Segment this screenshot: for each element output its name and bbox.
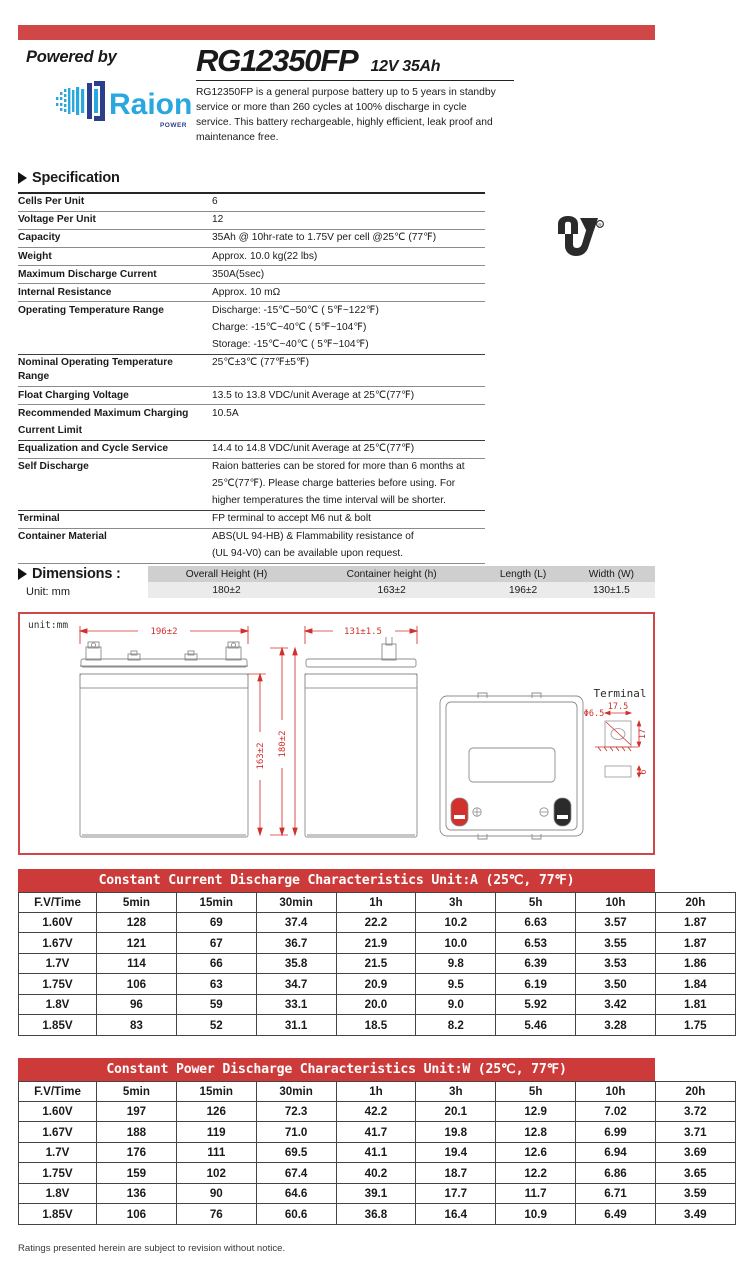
table-cell: 1.67V	[19, 933, 97, 953]
table-cell: 1.86	[655, 953, 735, 973]
spec-row	[18, 266, 485, 284]
table-cell: 72.3	[256, 1101, 336, 1121]
column-header: 15min	[176, 1081, 256, 1101]
spec-value: 12	[206, 212, 485, 230]
powered-by-label: Powered by	[26, 48, 117, 66]
table-cell: 12.9	[496, 1101, 576, 1121]
table-cell: 10.9	[496, 1204, 576, 1224]
specification-table-wrapper	[18, 192, 485, 564]
table-cell: 6.39	[496, 953, 576, 973]
table-cell: 1.75V	[19, 1163, 97, 1183]
battery-drawing-svg	[20, 614, 652, 852]
column-header: F.V/Time	[19, 1081, 97, 1101]
column-header: 1h	[336, 892, 416, 912]
table-row	[19, 953, 736, 973]
table-row	[19, 1183, 736, 1203]
logo-subtext: POWER	[159, 122, 187, 129]
spec-value: (UL 94-V0) can be available upon request.	[206, 546, 485, 564]
table-cell: 1.7V	[19, 953, 97, 973]
spec-row	[18, 422, 485, 440]
spec-value: higher temperatures the time interval will be shorter.	[212, 495, 446, 507]
spec-value: 14.4 to 14.8 VDC/unit Average at 25℃(77℉)	[206, 440, 485, 458]
terminal-height-text: 17	[638, 728, 648, 740]
product-identity	[196, 45, 526, 145]
table-cell: 1.75V	[19, 974, 97, 994]
table-cell: 6.19	[496, 974, 576, 994]
spec-value: 35Ah @ 10hr-rate to 1.75V per cell @25℃ (77℉)	[206, 230, 485, 248]
table-cell: 1.87	[655, 933, 735, 953]
table-cell: 9.5	[416, 974, 496, 994]
spec-key: Terminal	[18, 510, 206, 528]
specification-table	[18, 192, 485, 564]
column-header: 15min	[176, 892, 256, 912]
table-cell: 41.7	[336, 1122, 416, 1142]
table-cell: 1.85V	[19, 1204, 97, 1224]
table-cell: 3.71	[655, 1122, 735, 1142]
table-cell: 63	[176, 974, 256, 994]
spec-row	[18, 387, 485, 405]
spec-key	[18, 476, 206, 493]
table-cell: 1.67V	[19, 1122, 97, 1142]
table-cell: 42.2	[336, 1101, 416, 1121]
table-cell: 106	[97, 1204, 177, 1224]
specification-heading-label: Specification	[32, 170, 120, 186]
table-cell: 1.8V	[19, 994, 97, 1014]
spec-key: Weight	[18, 248, 206, 266]
table-cell: 1.87	[655, 912, 735, 932]
table-row	[19, 994, 736, 1014]
table-cell: 3.57	[576, 912, 656, 932]
spec-key: Operating Temperature Range	[18, 302, 206, 320]
footer-note: Ratings presented herein are subject to revision without notice.	[18, 1243, 286, 1254]
spec-key	[18, 337, 206, 355]
table-cell: 1.85V	[19, 1015, 97, 1035]
spec-row	[18, 284, 485, 302]
spec-row	[18, 405, 485, 423]
spec-value: 10.5A	[206, 405, 485, 423]
spec-key	[18, 493, 206, 511]
spec-key: Maximum Discharge Current	[18, 266, 206, 284]
table-cell: 69.5	[256, 1142, 336, 1162]
dimensions-unit-label: Unit: mm	[26, 586, 70, 598]
column-header: 3h	[416, 1081, 496, 1101]
column-header: 5h	[496, 1081, 576, 1101]
table-cell: 3.42	[576, 994, 656, 1014]
table-cell: 66	[176, 953, 256, 973]
terminal-detail	[584, 687, 649, 777]
table-cell: 176	[97, 1142, 177, 1162]
table-row	[19, 974, 736, 994]
table-cell: 12.8	[496, 1122, 576, 1142]
dimensions-table	[148, 566, 655, 598]
constant-current-section	[18, 869, 707, 1036]
table-row	[19, 1142, 736, 1162]
table-cell: 83	[97, 1015, 177, 1035]
spec-value: Charge: -15℃~40℃ ( 5℉~104℉)	[212, 321, 367, 333]
spec-key: Current Limit	[18, 424, 82, 436]
table-cell: 71.0	[256, 1122, 336, 1142]
spec-value: ABS(UL 94-HB) & Flammability resistance of	[206, 528, 485, 546]
dimensions-header	[148, 566, 655, 582]
table-cell: 128	[97, 912, 177, 932]
table-cell: 197	[97, 1101, 177, 1121]
table-cell: 18.5	[336, 1015, 416, 1035]
spec-value: 25℃(77℉). Please charge batteries before using. For	[212, 477, 456, 489]
spec-value: FP terminal to accept M6 nut & bolt	[206, 510, 485, 528]
dim-container-height-text: 163±2	[256, 742, 266, 770]
technical-drawing-frame	[18, 612, 655, 855]
terminal-detail-label: Terminal	[593, 687, 647, 700]
dim-overall-height-text: 180±2	[278, 730, 288, 758]
table-header-row	[19, 1081, 736, 1101]
column-header: 30min	[256, 1081, 336, 1101]
dimensions-value	[148, 582, 655, 598]
table-cell: 3.55	[576, 933, 656, 953]
table-cell: 1.84	[655, 974, 735, 994]
spec-row	[18, 337, 485, 355]
table-cell: 35.8	[256, 953, 336, 973]
table-cell: 121	[97, 933, 177, 953]
spec-row	[18, 354, 485, 387]
spec-row	[18, 528, 485, 546]
table-cell: 1.60V	[19, 1101, 97, 1121]
spec-key: Capacity	[18, 230, 206, 248]
table-cell: 31.1	[256, 1015, 336, 1035]
table-cell: 21.5	[336, 953, 416, 973]
dim-length-text: 196±2	[150, 627, 178, 637]
dimensions-value-cell: 180±2	[148, 582, 305, 598]
dimensions-header-cell: Overall Height (H)	[148, 566, 305, 582]
table-cell: 102	[176, 1163, 256, 1183]
model-rating: 12V 35Ah	[370, 58, 441, 75]
dimensions-header-cell: Length (L)	[478, 566, 567, 582]
constant-current-title: Constant Current Discharge Characteristics Unit:A (25℃, 77℉)	[18, 869, 655, 892]
spec-key: Voltage Per Unit	[18, 212, 206, 230]
spec-key: Internal Resistance	[18, 284, 206, 302]
table-cell: 3.59	[655, 1183, 735, 1203]
table-cell: 126	[176, 1101, 256, 1121]
spec-key: Nominal Operating Temperature Range	[18, 354, 206, 387]
table-cell: 6.86	[576, 1163, 656, 1183]
table-row	[19, 933, 736, 953]
table-cell: 96	[97, 994, 177, 1014]
column-header: 5h	[496, 892, 576, 912]
dimensions-header-cell: Container height (h)	[305, 566, 478, 582]
model-number: RG12350FP	[196, 43, 358, 78]
column-header: F.V/Time	[19, 892, 97, 912]
table-cell: 114	[97, 953, 177, 973]
table-cell: 10.2	[416, 912, 496, 932]
table-row	[19, 1204, 736, 1224]
table-row	[19, 1015, 736, 1035]
column-header: 1h	[336, 1081, 416, 1101]
table-cell: 41.1	[336, 1142, 416, 1162]
spec-value: Approx. 10 mΩ	[206, 284, 485, 302]
constant-power-section	[18, 1058, 707, 1225]
spec-key: Recommended Maximum Charging	[18, 405, 206, 423]
table-cell: 3.28	[576, 1015, 656, 1035]
table-cell: 8.2	[416, 1015, 496, 1035]
table-cell: 21.9	[336, 933, 416, 953]
spec-key	[18, 546, 206, 564]
table-cell: 64.6	[256, 1183, 336, 1203]
column-header: 10h	[576, 892, 656, 912]
table-cell: 3.65	[655, 1163, 735, 1183]
dimensions-heading-label: Dimensions :	[32, 566, 121, 582]
table-cell: 159	[97, 1163, 177, 1183]
constant-power-title: Constant Power Discharge Characteristics Unit:W (25℃, 77℉)	[18, 1058, 655, 1081]
dimensions-value-cell: 163±2	[305, 582, 478, 598]
spec-value: Raion batteries can be stored for more than 6 months at	[206, 458, 485, 476]
spec-key: Self Discharge	[18, 458, 206, 476]
table-cell: 111	[176, 1142, 256, 1162]
table-cell: 67	[176, 933, 256, 953]
spec-key: Equalization and Cycle Service	[18, 440, 206, 458]
table-cell: 52	[176, 1015, 256, 1035]
table-cell: 37.4	[256, 912, 336, 932]
dimensions-heading	[18, 566, 121, 582]
table-cell: 19.8	[416, 1122, 496, 1142]
svg-text:R: R	[598, 222, 602, 228]
table-cell: 16.4	[416, 1204, 496, 1224]
spec-row	[18, 230, 485, 248]
terminal-width-text: 17.5	[607, 702, 629, 712]
table-cell: 1.75	[655, 1015, 735, 1035]
terminal-thickness-text: 6	[639, 769, 649, 775]
dim-width-text: 131±1.5	[344, 627, 382, 637]
table-cell: 39.1	[336, 1183, 416, 1203]
table-cell: 1.60V	[19, 912, 97, 932]
spec-key: Container Material	[18, 528, 206, 546]
table-cell: 76	[176, 1204, 256, 1224]
table-cell: 36.8	[336, 1204, 416, 1224]
spec-row	[18, 302, 485, 320]
spec-value: Storage: -15℃~40℃ ( 5℉~104℉)	[212, 338, 369, 350]
table-cell: 36.7	[256, 933, 336, 953]
table-cell: 7.02	[576, 1101, 656, 1121]
triangle-bullet-icon	[18, 568, 27, 580]
product-description: RG12350FP is a general purpose battery up to 5 years in standby service or more than 260 cycles at 100% discharge in cycle service. This battery rechargeable, highly efficient, leak proof and maintenance free.	[196, 86, 496, 143]
table-cell: 3.72	[655, 1101, 735, 1121]
table-cell: 40.2	[336, 1163, 416, 1183]
table-cell: 20.9	[336, 974, 416, 994]
table-cell: 6.71	[576, 1183, 656, 1203]
table-cell: 1.81	[655, 994, 735, 1014]
dimensions-value-cell: 130±1.5	[568, 582, 655, 598]
spec-key: Cells Per Unit	[18, 193, 206, 212]
specification-heading	[18, 170, 120, 186]
table-cell: 17.7	[416, 1183, 496, 1203]
divider	[196, 80, 514, 81]
triangle-bullet-icon	[18, 172, 27, 184]
table-cell: 12.2	[496, 1163, 576, 1183]
column-header: 30min	[256, 892, 336, 912]
table-cell: 22.2	[336, 912, 416, 932]
spec-value: Discharge: -15℃~50℃ ( 5℉~122℉)	[206, 302, 485, 320]
table-cell: 69	[176, 912, 256, 932]
table-cell: 3.50	[576, 974, 656, 994]
table-cell: 34.7	[256, 974, 336, 994]
spec-row	[18, 458, 485, 476]
spec-row	[18, 440, 485, 458]
table-cell: 11.7	[496, 1183, 576, 1203]
table-cell: 6.94	[576, 1142, 656, 1162]
spec-value: 6	[206, 193, 485, 212]
table-cell: 20.1	[416, 1101, 496, 1121]
constant-current-table	[18, 892, 736, 1036]
column-header: 3h	[416, 892, 496, 912]
ul-recognized-mark-icon	[552, 212, 612, 270]
dimensions-value-cell: 196±2	[478, 582, 567, 598]
table-cell: 9.0	[416, 994, 496, 1014]
table-cell: 60.6	[256, 1204, 336, 1224]
spec-value: 13.5 to 13.8 VDC/unit Average at 25℃(77℉)	[206, 387, 485, 405]
table-cell: 6.49	[576, 1204, 656, 1224]
spec-value: Approx. 10.0 kg(22 lbs)	[206, 248, 485, 266]
constant-power-table	[18, 1081, 736, 1225]
table-cell: 12.6	[496, 1142, 576, 1162]
spec-row	[18, 546, 485, 564]
table-cell: 119	[176, 1122, 256, 1142]
column-header: 20h	[655, 892, 735, 912]
table-cell: 6.63	[496, 912, 576, 932]
spec-row	[18, 493, 485, 511]
table-cell: 67.4	[256, 1163, 336, 1183]
spec-row	[18, 510, 485, 528]
dimensions-header-cell: Width (W)	[568, 566, 655, 582]
drawing-unit-note: unit:mm	[28, 620, 69, 631]
table-row	[19, 1163, 736, 1183]
table-cell: 106	[97, 974, 177, 994]
table-cell: 3.69	[655, 1142, 735, 1162]
table-header-row	[19, 892, 736, 912]
table-cell: 1.7V	[19, 1142, 97, 1162]
table-cell: 18.7	[416, 1163, 496, 1183]
column-header: 20h	[655, 1081, 735, 1101]
column-header: 10h	[576, 1081, 656, 1101]
terminal-dia-text: Φ6.5	[583, 709, 605, 719]
svg-text:Raion: Raion	[109, 88, 193, 121]
spec-row	[18, 248, 485, 266]
table-cell: 20.0	[336, 994, 416, 1014]
raion-logo	[54, 77, 193, 129]
table-cell: 10.0	[416, 933, 496, 953]
table-cell: 5.46	[496, 1015, 576, 1035]
spec-key: Float Charging Voltage	[18, 387, 206, 405]
table-cell: 59	[176, 994, 256, 1014]
spec-value: 350A(5sec)	[206, 266, 485, 284]
table-cell: 188	[97, 1122, 177, 1142]
spec-row	[18, 476, 485, 493]
header	[18, 45, 655, 165]
spec-value: 25℃±3℃ (77℉±5℉)	[206, 354, 485, 387]
table-cell: 1.8V	[19, 1183, 97, 1203]
spec-row	[18, 320, 485, 337]
column-header: 5min	[97, 892, 177, 912]
table-cell: 3.53	[576, 953, 656, 973]
column-header: 5min	[97, 1081, 177, 1101]
spec-key	[18, 320, 206, 337]
spec-value	[206, 422, 485, 440]
spec-row	[18, 193, 485, 212]
table-cell: 9.8	[416, 953, 496, 973]
table-cell: 19.4	[416, 1142, 496, 1162]
table-cell: 6.99	[576, 1122, 656, 1142]
table-cell: 3.49	[655, 1204, 735, 1224]
table-cell: 5.92	[496, 994, 576, 1014]
table-row	[19, 1122, 736, 1142]
table-cell: 33.1	[256, 994, 336, 1014]
table-cell: 136	[97, 1183, 177, 1203]
table-cell: 6.53	[496, 933, 576, 953]
table-cell: 90	[176, 1183, 256, 1203]
spec-row	[18, 212, 485, 230]
table-row	[19, 1101, 736, 1121]
top-accent-bar	[18, 25, 655, 40]
table-row	[19, 912, 736, 932]
